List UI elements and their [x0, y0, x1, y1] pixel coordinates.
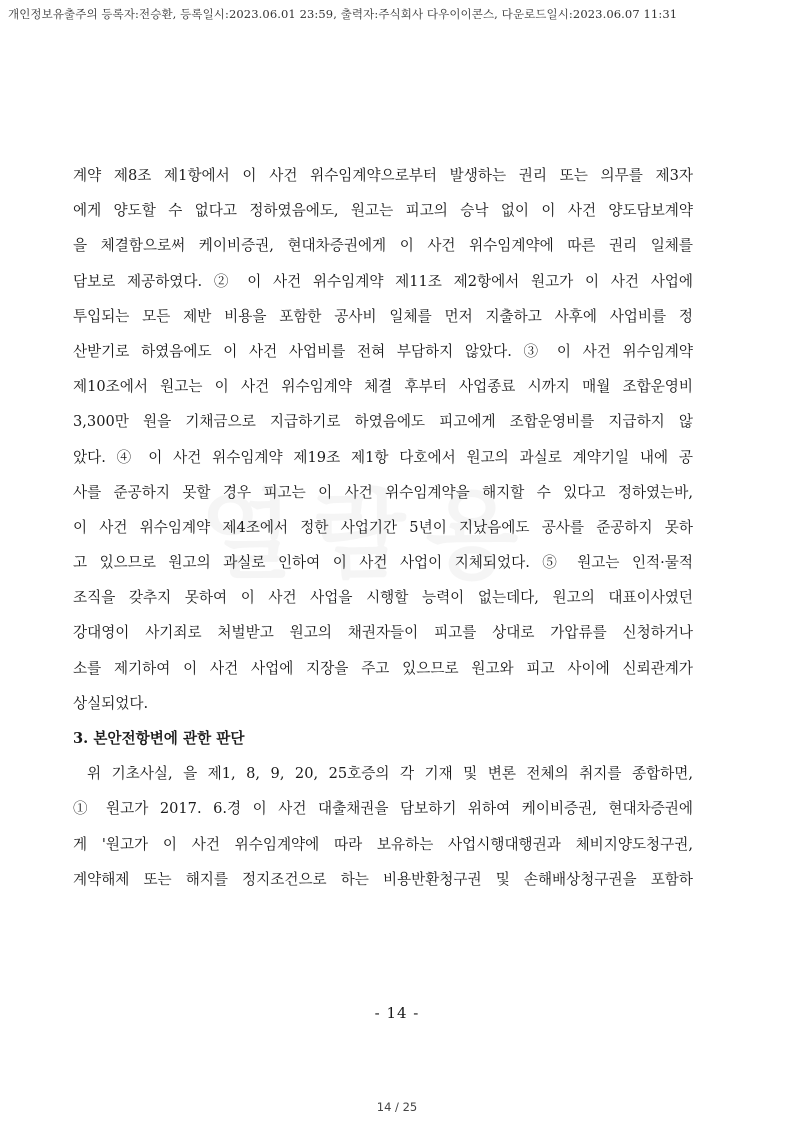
body-line: 소를 제기하여 이 사건 사업에 지장을 주고 있으므로 원고와 피고 사이에 신뢰관계가: [73, 659, 693, 677]
body-line: 산받기로 하였음에도 이 사건 사업비를 전혀 부담하지 않았다. ③ 이 사건 위수임계약: [73, 342, 693, 360]
body-line: 이 사건 위수임계약 제4조에서 정한 사업기간 5년이 지났음에도 공사를 준공하지 못하: [73, 518, 693, 536]
document-body: [73, 158, 693, 897]
section-line: 계약해제 또는 해지를 정지조건으로 하는 비용반환청구권 및 손해배상청구권을 포함하: [73, 870, 693, 888]
body-line: 3,300만 원을 기채금으로 지급하기로 하였음에도 피고에게 조합운영비를 지급하지 않: [73, 413, 693, 431]
body-line: 을 체결함으로써 케이비증권, 현대차증권에게 이 사건 위수임계약에 따른 권리 일체를: [73, 237, 693, 255]
section-line: 위 기초사실, 을 제1, 8, 9, 20, 25호증의 각 기재 및 변론 전체의 취지를 종합하면,: [87, 765, 693, 783]
body-line: 에게 양도할 수 없다고 정하였음에도, 원고는 피고의 승낙 없이 이 사건 양도담보계약: [73, 202, 693, 220]
body-line: 았다. ④ 이 사건 위수임계약 제19조 제1항 다호에서 원고의 과실로 계약기일 내에 공: [73, 448, 693, 466]
section-heading: 3. 본안전항변에 관한 판단: [73, 730, 245, 747]
section-line: 게 '원고가 이 사건 위수임계약에 따라 보유하는 사업시행대행권과 체비지양도청구권,: [73, 835, 693, 853]
body-line: 상실되었다.: [73, 694, 149, 712]
body-line: 강대영이 사기죄로 처벌받고 원고의 채권자들이 피고를 상대로 가압류를 신청하거나: [73, 624, 693, 642]
body-line: 사를 준공하지 못할 경우 피고는 이 사건 위수임계약을 해지할 수 있다고 정하였는바,: [73, 483, 693, 501]
body-line: 담보로 제공하였다. ② 이 사건 위수임계약 제11조 제2항에서 원고가 이 사건 사업에: [73, 272, 693, 290]
page-number: - 14 -: [374, 1004, 420, 1022]
footer-page-indicator: 14 / 25: [376, 1100, 418, 1114]
body-line: 조직을 갖추지 못하여 이 사건 사업을 시행할 능력이 없는데다, 원고의 대표이사였던: [73, 589, 693, 607]
body-line: 투입되는 모든 제반 비용을 포함한 공사비 일체를 먼저 지출하고 사후에 사업비를 정: [73, 307, 693, 325]
section-line: ① 원고가 2017. 6.경 이 사건 대출채권을 담보하기 위하여 케이비증권, 현대차증권에: [73, 800, 693, 818]
body-line: 계약 제8조 제1항에서 이 사건 위수임계약으로부터 발생하는 권리 또는 의무를 제3자: [73, 167, 693, 184]
document-header-notice: 개인정보유출주의 등록자:전승환, 등록일시:2023.06.01 23:59, 출력자:주식회사 다우이이콘스, 다운로드일시:2023.06.07 11:31: [8, 7, 678, 21]
body-line: 제10조에서 원고는 이 사건 위수임계약 체결 후부터 사업종료 시까지 매월 조합운영비: [73, 378, 693, 396]
body-line: 고 있으므로 원고의 과실로 인하여 이 사건 사업이 지체되었다. ⑤ 원고는 인적·물적: [73, 554, 693, 572]
